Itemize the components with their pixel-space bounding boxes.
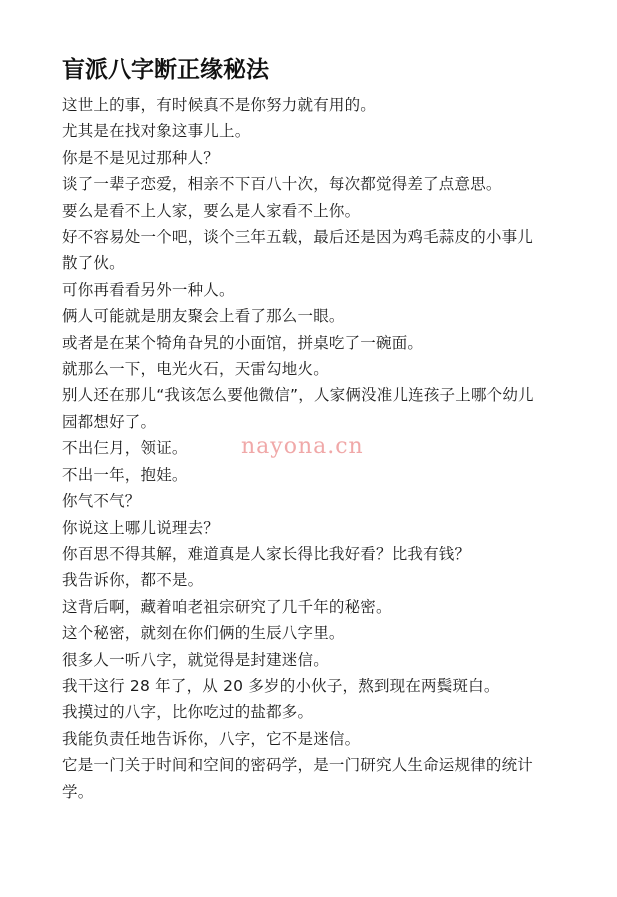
paragraph: 我能负责任地告诉你，八字，它不是迷信。 bbox=[62, 729, 361, 748]
paragraph: 可你再看看另外一种人。 bbox=[62, 280, 235, 299]
paragraph: 好不容易处一个吧，谈个三年五载，最后还是因为鸡毛蒜皮的小事儿散了伙。 bbox=[62, 228, 534, 273]
paragraph: 这背后啊，藏着咱老祖宗研究了几千年的秘密。 bbox=[62, 597, 392, 616]
paragraph: 我告诉你，都不是。 bbox=[62, 571, 204, 590]
article-title: 盲派八字断正缘秘法 bbox=[62, 57, 269, 83]
watermark: nayona.cn bbox=[241, 434, 364, 459]
paragraph: 你百思不得其解，难道真是人家长得比我好看？比我有钱？ bbox=[62, 544, 471, 563]
paragraph: 很多人一听八字，就觉得是封建迷信。 bbox=[62, 650, 329, 669]
paragraph: 你说这上哪儿说理去？ bbox=[62, 518, 220, 537]
paragraph: 不出仨月，领证。 bbox=[62, 439, 188, 458]
paragraph: 不出一年，抱娃。 bbox=[62, 465, 188, 484]
paragraph: 就那么一下，电光火石，天雷勾地火。 bbox=[62, 360, 329, 379]
paragraph: 或者是在某个犄角旮旯的小面馆，拼桌吃了一碗面。 bbox=[62, 333, 424, 352]
paragraph: 你是不是见过那种人？ bbox=[62, 148, 220, 167]
paragraph: 谈了一辈子恋爱，相亲不下百八十次，每次都觉得差了点意思。 bbox=[62, 175, 502, 194]
paragraph: 你气不气？ bbox=[62, 492, 141, 511]
paragraph: 这个秘密，就刻在你们俩的生辰八字里。 bbox=[62, 624, 345, 643]
paragraph: 我干这行 28 年了，从 20 多岁的小伙子，熬到现在两鬓斑白。 bbox=[62, 676, 500, 695]
paragraph: 要么是看不上人家，要么是人家看不上你。 bbox=[62, 201, 361, 220]
paragraph: 尤其是在找对象这事儿上。 bbox=[62, 122, 251, 141]
paragraph: 这世上的事，有时候真不是你努力就有用的。 bbox=[62, 96, 377, 114]
paragraph: 俩人可能就是朋友聚会上看了那么一眼。 bbox=[62, 307, 345, 326]
paragraph: 别人还在那儿“我该怎么要他微信”，人家俩没准儿连孩子上哪个幼儿园都想好了。 bbox=[62, 386, 534, 431]
paragraph: 我摸过的八字，比你吃过的盐都多。 bbox=[62, 703, 314, 722]
paragraph: 它是一门关于时间和空间的密码学，是一门研究人生命运规律的统计学。 bbox=[62, 756, 534, 801]
